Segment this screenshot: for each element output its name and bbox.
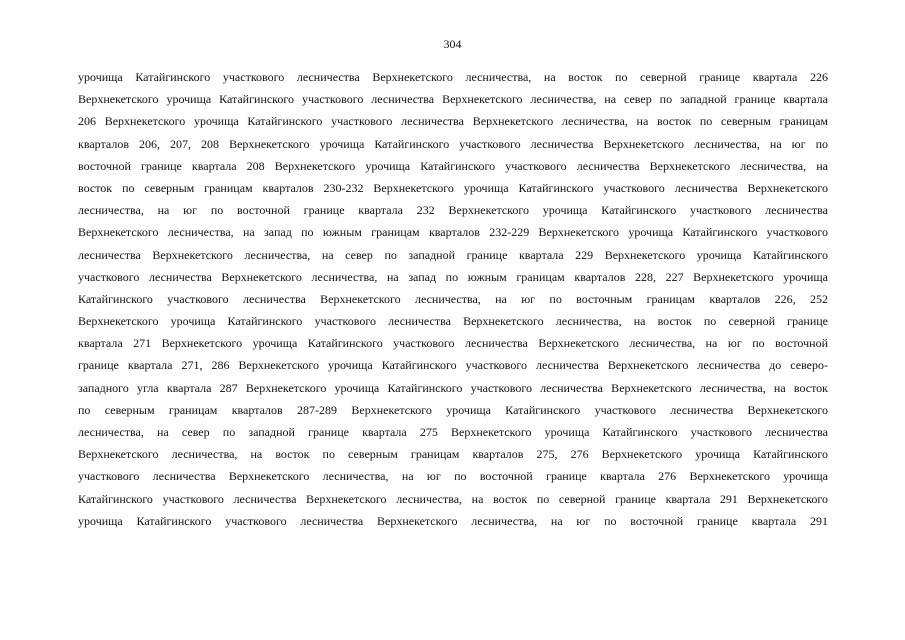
text-line: урочища Катайгинского участкового лесничества Верхнекетского лесничества, на юг по восточной границе квартала 291 bbox=[78, 513, 828, 528]
text-line: лесничества Верхнекетского лесничества, на север по западной границе квартала 229 Верхнекетского урочища Катайгинского bbox=[78, 247, 828, 262]
body-paragraph bbox=[78, 66, 828, 532]
text-line: Верхнекетского лесничества, на запад по южным границам кварталов 232-229 Верхнекетского урочища Катайгинского участкового bbox=[78, 225, 828, 240]
text-line: Верхнекетского лесничества, на восток по северным границам кварталов 275, 276 Верхнекетского урочища Катайгинского bbox=[78, 447, 828, 462]
text-line: участкового лесничества Верхнекетского лесничества, на юг по восточной границе квартала 276 Верхнекетского урочища bbox=[78, 469, 828, 484]
text-line: 206 Верхнекетского урочища Катайгинского участкового лесничества Верхнекетского лесничества, на восток по северным границам bbox=[78, 114, 828, 129]
text-line: по северным границам кварталов 287-289 Верхнекетского урочища Катайгинского участкового лесничества Верхнекетского bbox=[78, 402, 828, 417]
text-line: лесничества, на юг по восточной границе квартала 232 Верхнекетского урочища Катайгинского участкового лесничества bbox=[78, 203, 828, 218]
text-line: западного угла квартала 287 Верхнекетского урочища Катайгинского участкового лесничества Верхнекетского лесничества, на восток bbox=[78, 380, 828, 395]
text-line: Катайгинского участкового лесничества Верхнекетского лесничества, на восток по северной границе квартала 291 Верхнекетского bbox=[78, 491, 828, 506]
text-line: квартала 271 Верхнекетского урочища Катайгинского участкового лесничества Верхнекетского лесничества, на юг по восточной bbox=[78, 336, 828, 351]
text-line: границе квартала 271, 286 Верхнекетского урочища Катайгинского участкового лесничества Верхнекетского лесничества до северо- bbox=[78, 358, 828, 373]
text-line: Катайгинского участкового лесничества Верхнекетского лесничества, на юг по восточным границам кварталов 226, 252 bbox=[78, 291, 828, 306]
text-line: Верхнекетского урочища Катайгинского участкового лесничества Верхнекетского лесничества, на север по западной границе квартала bbox=[78, 92, 828, 107]
text-line: участкового лесничества Верхнекетского лесничества, на запад по южным границам кварталов 228, 227 Верхнекетского урочища bbox=[78, 269, 828, 284]
text-line: урочища Катайгинского участкового лесничества Верхнекетского лесничества, на восток по северной границе квартала 226 bbox=[78, 70, 828, 84]
text-line: восток по северным границам кварталов 230-232 Верхнекетского урочища Катайгинского участкового лесничества Верхнекетского bbox=[78, 180, 828, 195]
text-line: лесничества, на север по западной границе квартала 275 Верхнекетского урочища Катайгинского участкового лесничества bbox=[78, 425, 828, 439]
page-number: 304 bbox=[443, 37, 462, 51]
text-line: восточной границе квартала 208 Верхнекетского урочища Катайгинского участкового лесничества Верхнекетского лесничества, на bbox=[78, 158, 828, 173]
text-line: Верхнекетского урочища Катайгинского участкового лесничества Верхнекетского лесничества, на восток по северной границе bbox=[78, 314, 828, 329]
text-line: кварталов 206, 207, 208 Верхнекетского урочища Катайгинского участкового лесничества Верхнекетского лесничества, на юг по bbox=[78, 136, 828, 151]
